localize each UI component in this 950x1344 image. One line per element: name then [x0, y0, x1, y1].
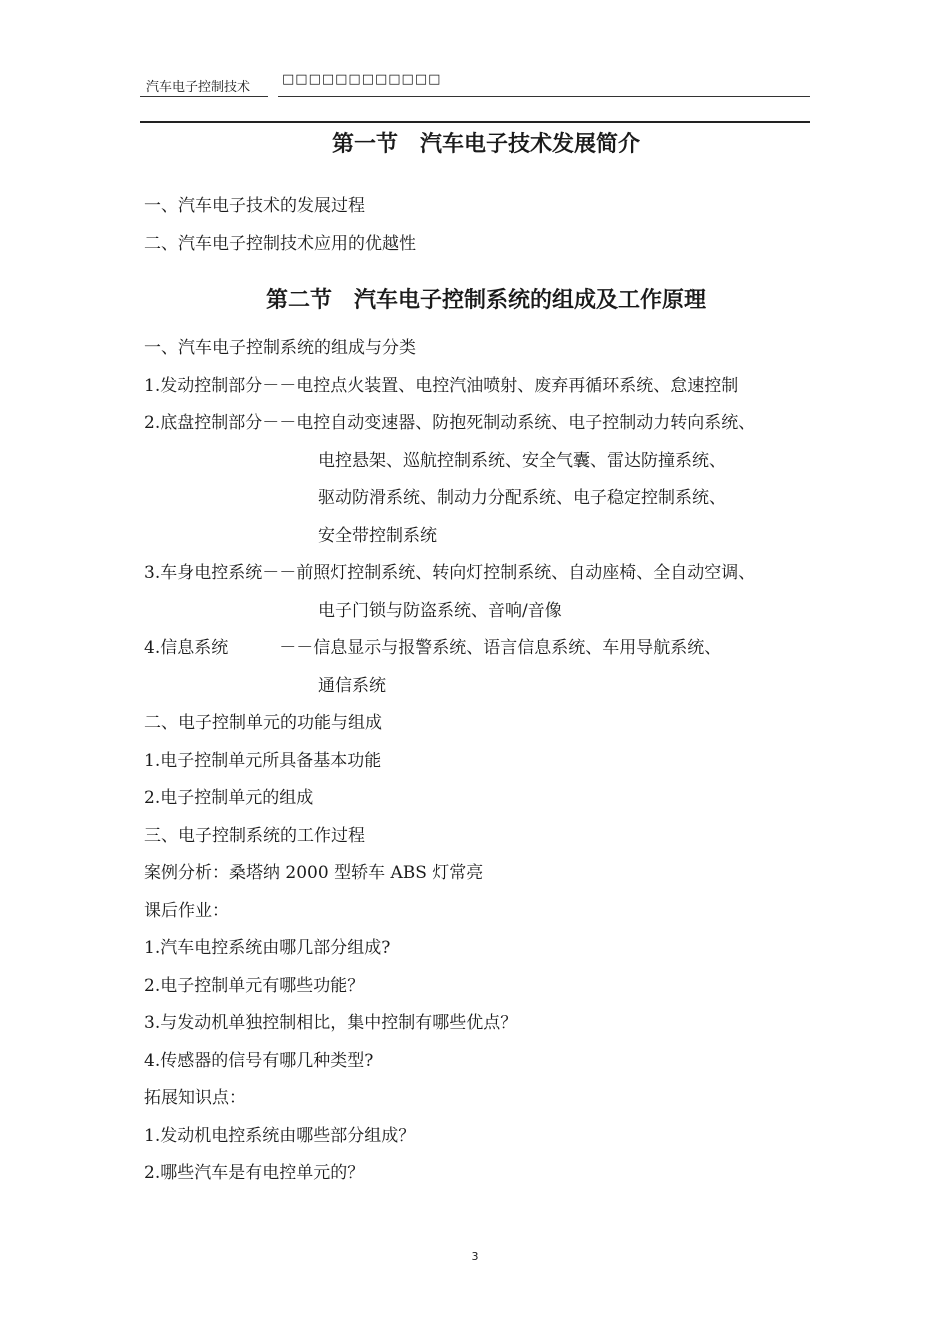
header-subtitle: □□□□□□□□□□□□ — [282, 72, 442, 87]
item-3-cont-1: 电子门锁与防盗系统、音响/音像 — [318, 600, 562, 621]
header-divider — [140, 121, 810, 123]
section1-line-1: 一、汽车电子技术的发展过程 — [144, 196, 365, 216]
case-analysis: 案例分析：桑塔纳 2000 型轿车 ABS 灯常亮 — [144, 863, 484, 883]
sub2-item-2: 2.电子控制单元的组成 — [144, 788, 314, 808]
header-rule — [278, 96, 810, 97]
page-number: 3 — [471, 1250, 479, 1263]
extend-title: 拓展知识点： — [144, 1088, 246, 1108]
homework-item-2: 2.电子控制单元有哪些功能？ — [144, 975, 365, 996]
section2-title: 第二节 汽车电子控制系统的组成及工作原理 — [265, 287, 706, 313]
homework-item-3: 3.与发动机单独控制相比，集中控制有哪些优点？ — [144, 1013, 518, 1033]
page-header — [140, 70, 810, 98]
document-body — [144, 126, 814, 1193]
item-2-cont-2: 驱动防滑系统、制动力分配系统、电子稳定控制系统、 — [318, 488, 726, 508]
sub-heading-1: 一、汽车电子控制系统的组成与分类 — [144, 338, 416, 358]
section1-line-2: 二、汽车电子控制技术应用的优越性 — [144, 233, 416, 254]
sub2-item-1: 1.电子控制单元所具备基本功能 — [144, 750, 382, 771]
sub-heading-3: 三、电子控制系统的工作过程 — [144, 825, 365, 846]
homework-item-4: 4.传感器的信号有哪几种类型? — [144, 1050, 374, 1071]
header-title-underline — [140, 96, 268, 97]
item-2-cont-3: 安全带控制系统 — [318, 525, 437, 546]
homework-title: 课后作业： — [144, 900, 229, 921]
header-title: 汽车电子控制技术 — [146, 80, 251, 95]
extend-item-1: 1.发动机电控系统由哪些部分组成？ — [144, 1125, 416, 1146]
item-4: 4.信息系统 －－信息显示与报警系统、语言信息系统、车用导航系统、 — [144, 638, 722, 658]
item-3: 3.车身电控系统－－前照灯控制系统、转向灯控制系统、自动座椅、全自动空调、 — [144, 563, 756, 583]
item-1: 1.发动控制部分－－电控点火装置、电控汽油喷射、废弃再循环系统、怠速控制 — [144, 375, 739, 396]
item-4-cont-1: 通信系统 — [318, 675, 386, 696]
homework-item-1: 1.汽车电控系统由哪几部分组成? — [144, 938, 391, 958]
sub-heading-2: 二、电子控制单元的功能与组成 — [144, 713, 382, 733]
item-2: 2.底盘控制部分－－电控自动变速器、防抱死制动系统、电子控制动力转向系统、 — [144, 413, 756, 433]
item-2-cont-1: 电控悬架、巡航控制系统、安全气囊、雷达防撞系统、 — [318, 450, 726, 471]
extend-item-2: 2.哪些汽车是有电控单元的？ — [144, 1163, 365, 1183]
section1-title: 第一节 汽车电子技术发展简介 — [331, 131, 640, 157]
